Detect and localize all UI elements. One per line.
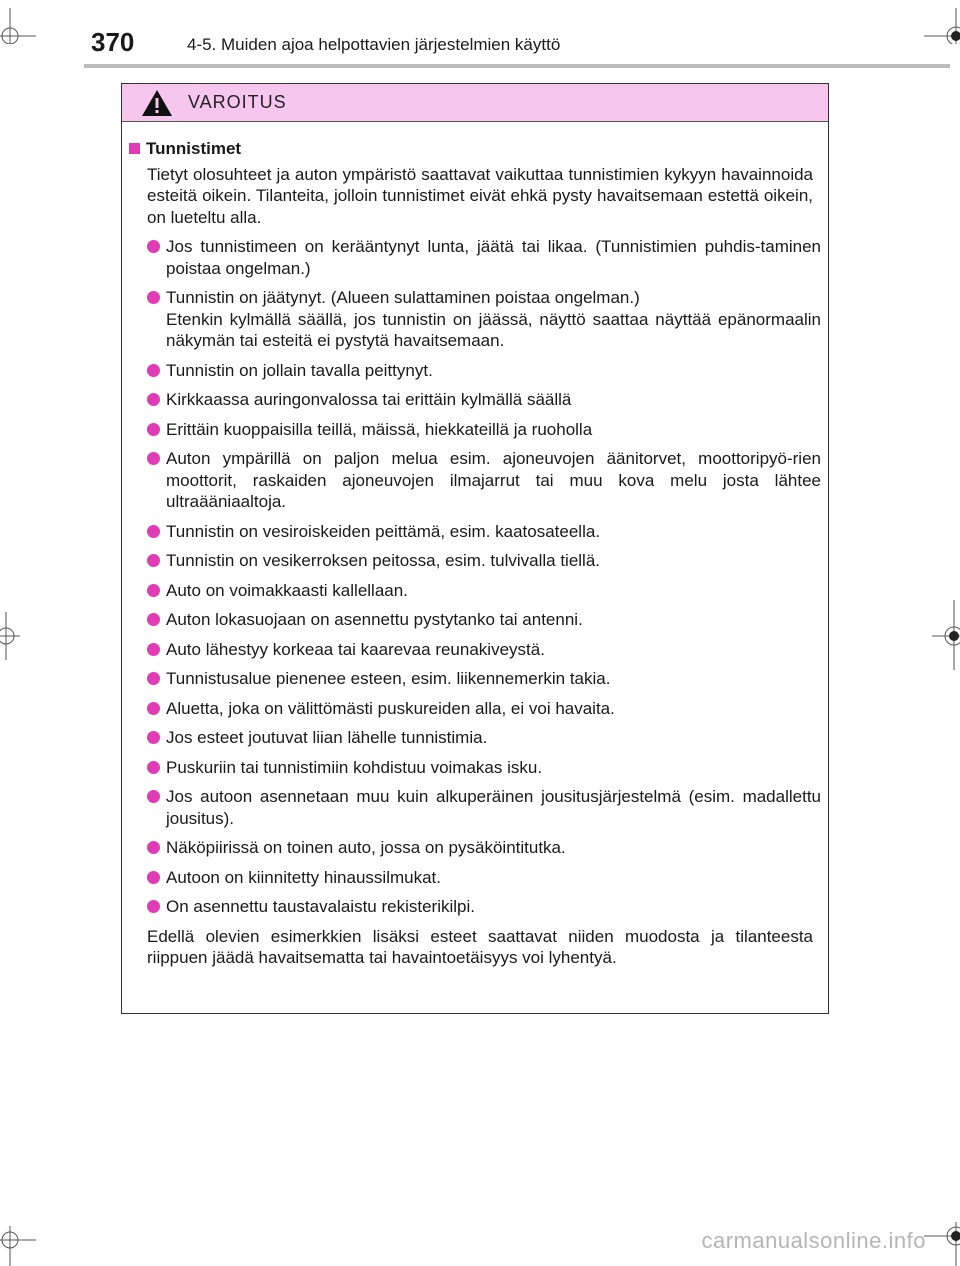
list-item <box>147 727 821 749</box>
header-rule <box>84 64 950 68</box>
crop-mark-top-left <box>0 8 36 44</box>
list-item-text <box>166 837 566 859</box>
list-item <box>147 867 821 889</box>
list-item-text <box>166 236 821 279</box>
list-item-main-text: Auton lokasuojaan on asennettu pystytanko tai antenni. <box>166 610 583 629</box>
list-item-text <box>166 360 433 382</box>
bullet-dot-icon <box>147 364 160 377</box>
bullet-dot-icon <box>147 613 160 626</box>
bullet-dot-icon <box>147 423 160 436</box>
list-item-text <box>166 287 821 352</box>
list-item <box>147 580 821 602</box>
list-item-text <box>166 580 408 602</box>
list-item <box>147 550 821 572</box>
list-item-main-text: Puskuriin tai tunnistimiin kohdistuu voimakas isku. <box>166 757 543 777</box>
bullet-dot-icon <box>147 841 160 854</box>
list-item-main-text: Tunnistin on jollain tavalla peittynyt. <box>166 360 433 380</box>
list-item-text <box>166 639 545 661</box>
list-item-text <box>166 896 475 918</box>
bullet-dot-icon <box>147 702 160 715</box>
watermark: carmanualsonline.info <box>701 1228 926 1253</box>
list-item <box>147 360 821 382</box>
bullet-dot-icon <box>147 643 160 656</box>
list-item <box>147 448 821 513</box>
list-item-main-text: Erittäin kuoppaisilla teillä, mäissä, hiekkateillä ja ruoholla <box>166 419 593 439</box>
list-item-main-text: Näköpiirissä on toinen auto, jossa on pysäköintitutka. <box>166 838 566 857</box>
list-item-text <box>166 609 583 631</box>
list-item-text <box>166 448 821 513</box>
bullet-dot-icon <box>147 871 160 884</box>
list-item-main-text: Auto lähestyy korkeaa tai kaarevaa reunakiveystä. <box>166 639 545 659</box>
list-item <box>147 786 821 829</box>
section-title-text: Tunnistimet <box>146 139 242 158</box>
bullet-dot-icon <box>147 452 160 465</box>
list-item <box>147 837 821 859</box>
list-item <box>147 287 821 352</box>
closing-paragraph: Edellä olevien esimerkkien lisäksi esteet saattavat niiden muodosta ja tilanteesta riippuen jäädä havaitsematta tai havaintoetäisyys voi lyhentyä. <box>147 926 813 967</box>
list-item-text <box>166 698 615 720</box>
list-item-text <box>166 786 821 829</box>
list-item-main-text: Tunnistin on jäätynyt. (Alueen sulattaminen poistaa ongelman.) <box>166 288 640 307</box>
list-item-text <box>166 727 487 749</box>
crop-mark-top-right <box>924 8 960 44</box>
intro-paragraph: Tietyt olosuhteet ja auton ympäristö saattavat vaikuttaa tunnistimien kykyyn havainnoida esteitä oikein. Tilanteita, jolloin tunnistimet eivät ehkä pysty havaitsemaan estettä oikein, on lueteltu alla. <box>147 164 813 227</box>
list-item <box>147 389 821 411</box>
section-title <box>129 138 821 160</box>
bullet-dot-icon <box>147 790 160 803</box>
list-item-main-text: Aluetta, joka on välittömästi puskureiden alla, ei voi havaita. <box>166 698 615 718</box>
list-item-text <box>166 867 441 889</box>
list-item-text <box>166 550 600 572</box>
page-number: 370 <box>91 27 135 57</box>
list-item-main-text: Auton ympärillä on paljon melua esim. ajoneuvojen äänitorvet, moottoripyö-rien moottorit, raskaiden ajoneuvojen ilmajarrut tai muu kova melu josta lähtee ultraääniaaltoja. <box>166 449 821 511</box>
list-item <box>147 668 821 690</box>
list-item-main-text: Autoon on kiinnitetty hinaussilmukat. <box>166 867 441 887</box>
list-item-text <box>166 668 610 690</box>
list-item-text <box>166 419 592 441</box>
bullet-dot-icon <box>147 672 160 685</box>
bullet-dot-icon <box>147 525 160 538</box>
bullet-dot-icon <box>147 761 160 774</box>
list-item-main-text: On asennettu taustavalaistu rekisterikilpi. <box>166 897 475 916</box>
list-item-text <box>166 389 571 411</box>
warning-header <box>122 84 828 122</box>
list-item-main-text: Jos autoon asennetaan muu kuin alkuperäinen jousitusjärjestelmä (esim. madallettu jousitus). <box>166 787 821 828</box>
list-item-text <box>166 521 600 543</box>
list-item-extra-text: Etenkin kylmällä säällä, jos tunnistin on jäässä, näyttö saattaa näyttää epänormaalin näkymän tai esteitä ei pystytä havaitsemaan. <box>166 309 821 350</box>
list-item-main-text: Jos tunnistimeen on kerääntynyt lunta, jäätä tai likaa. (Tunnistimien puhdis-taminen poistaa ongelman.) <box>166 237 821 278</box>
list-item-text <box>166 757 542 779</box>
list-item <box>147 757 821 779</box>
list-item-main-text: Jos esteet joutuvat liian lähelle tunnistimia. <box>166 728 488 747</box>
crop-mark-bottom-right <box>924 1222 960 1266</box>
bullet-dot-icon <box>147 554 160 567</box>
bullet-dot-icon <box>147 393 160 406</box>
list-item <box>147 896 821 918</box>
chapter-title: 4-5. Muiden ajoa helpottavien järjestelmien käyttö <box>187 35 561 54</box>
bullet-dot-icon <box>147 584 160 597</box>
list-item <box>147 419 821 441</box>
warning-label: VAROITUS <box>188 92 287 112</box>
list-item <box>147 236 821 279</box>
bullet-list <box>129 236 821 918</box>
bullet-dot-icon <box>147 731 160 744</box>
bullet-dot-icon <box>147 291 160 304</box>
list-item-main-text: Kirkkaassa auringonvalossa tai erittäin kylmällä säällä <box>166 390 572 409</box>
list-item-main-text: Tunnistin on vesiroiskeiden peittämä, esim. kaatosateella. <box>166 521 601 541</box>
list-item <box>147 698 821 720</box>
crop-mark-bottom-left <box>0 1226 36 1266</box>
crop-mark-mid-left <box>0 612 20 660</box>
warning-triangle-icon <box>140 88 174 118</box>
bullet-dot-icon <box>147 900 160 913</box>
list-item-main-text: Auto on voimakkaasti kallellaan. <box>166 580 408 600</box>
square-bullet-icon <box>129 143 140 154</box>
list-item <box>147 639 821 661</box>
warning-content <box>122 122 828 969</box>
list-item <box>147 609 821 631</box>
list-item <box>147 521 821 543</box>
bullet-dot-icon <box>147 240 160 253</box>
crop-mark-mid-right <box>932 600 960 670</box>
list-item-main-text: Tunnistin on vesikerroksen peitossa, esim. tulvivalla tiellä. <box>166 551 601 570</box>
list-item-main-text: Tunnistusalue pienenee esteen, esim. liikennemerkin takia. <box>166 669 611 688</box>
warning-box <box>121 83 829 1014</box>
